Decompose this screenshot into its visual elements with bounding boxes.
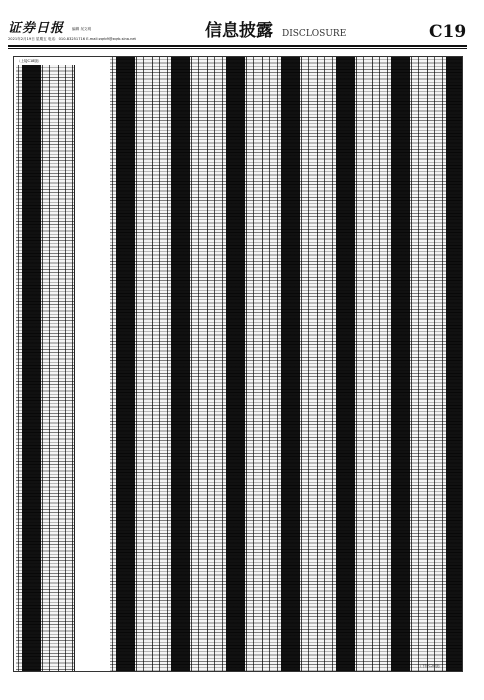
continued-from-label: （上接C18版） [17,59,42,63]
table-column-4 [220,57,279,671]
dateline: 2021年2月19日 星期五 电话：010-83251716 E-mail:zqrb9@zqrb.sina.net [8,37,136,41]
table-column-2 [110,57,169,671]
table-column-8 [440,57,463,671]
header-rule-thick [8,45,467,47]
disclosure-table-area [13,56,463,672]
editor-line: 编辑 吴文玥 [72,27,92,31]
continued-to-label: （下转C20版） [418,664,443,668]
header-rule-thin [8,48,467,49]
page-number: C19 [429,22,467,42]
table-column-6 [330,57,389,671]
table-column-1 [16,65,75,671]
table-column-5 [275,57,334,671]
section-title: 信息披露 [205,21,273,41]
table-column-7 [385,57,444,671]
table-column-3 [165,57,224,671]
masthead [0,0,484,46]
newspaper-logo: 证券日报 [8,21,65,36]
section-title-en: DISCLOSURE [282,29,347,39]
